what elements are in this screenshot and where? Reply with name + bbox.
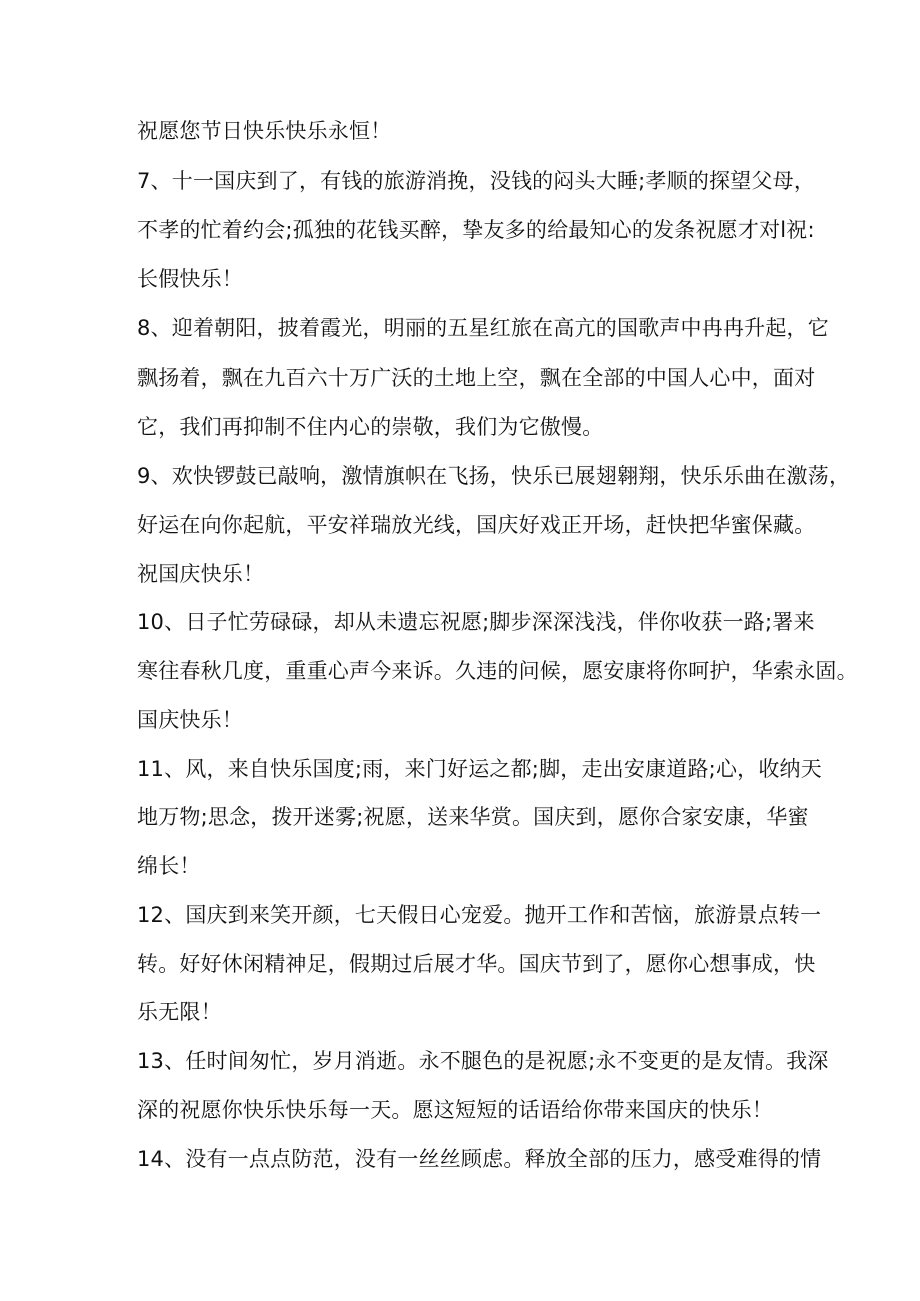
text-line: 10、日子忙劳碌碌，却从未遗忘祝愿;脚步深深浅浅，伴你收获一路;署来 — [137, 610, 815, 634]
text-line: 寒往春秋几度，重重心声今来诉。久违的问候，愿安康将你呵护，华索永固。 — [137, 659, 858, 683]
text-line: 国庆快乐！ — [137, 708, 243, 732]
text-line: 9、欢快锣鼓已敲响，激情旗帜在飞扬，快乐已展翅翱翔，快乐乐曲在激荡， — [137, 464, 851, 488]
text-line: 7、十一国庆到了，有钱的旅游消挽，没钱的闷头大睡;孝顺的探望父母， — [137, 169, 816, 193]
text-line: 祝愿您节日快乐快乐永恒！ — [137, 119, 392, 143]
text-line: 12、国庆到来笑开颜，七天假日心宠爱。抛开工作和苦恼，旅游景点转一 — [137, 903, 822, 927]
text-line: 11、风，来自快乐国度;雨，来门好运之都;脚，走出安康道路;心，收纳天 — [137, 757, 822, 781]
text-line: 飘扬着，飘在九百六十万广沃的土地上空，飘在全部的中国人心中，面对 — [137, 366, 816, 390]
text-line: 深的祝愿你快乐快乐每一天。愿这短短的话语给你带来国庆的快乐！ — [137, 1098, 773, 1122]
text-line: 它，我们再抑制不住内心的崇敬，我们为它傲慢。 — [137, 415, 604, 439]
text-line: 祝国庆快乐！ — [137, 562, 265, 586]
text-line: 乐无限！ — [137, 1000, 222, 1024]
text-line: 好运在向你起航，平安祥瑞放光线，国庆好戏正开场，赶快把华蜜保藏。 — [137, 513, 816, 537]
text-line: 13、任时间匆忙，岁月消逝。永不腿色的是祝愿;永不变更的是友情。我深 — [137, 1049, 829, 1073]
text-line: 地万物;思念，拨开迷雾;祝愿，送来华赏。国庆到，愿你合家安康，华蜜 — [137, 805, 809, 829]
text-line: 14、没有一点点防范，没有一丝丝顾虑。释放全部的压力，感受难得的情 — [137, 1147, 822, 1171]
text-line: 长假快乐！ — [137, 267, 243, 291]
text-line: 转。好好休闲精神足，假期过后展才华。国庆节到了，愿你心想事成，快 — [137, 952, 816, 976]
text-line: 绵长！ — [137, 854, 201, 878]
text-line: 不孝的忙着约会;孤独的花钱买醉，挚友多的给最知心的发条祝愿才对l祝: — [137, 218, 815, 242]
text-line: 8、迎着朝阳，披着霞光，明丽的五星红旅在高亢的国歌声中冉冉升起，它 — [137, 316, 829, 340]
